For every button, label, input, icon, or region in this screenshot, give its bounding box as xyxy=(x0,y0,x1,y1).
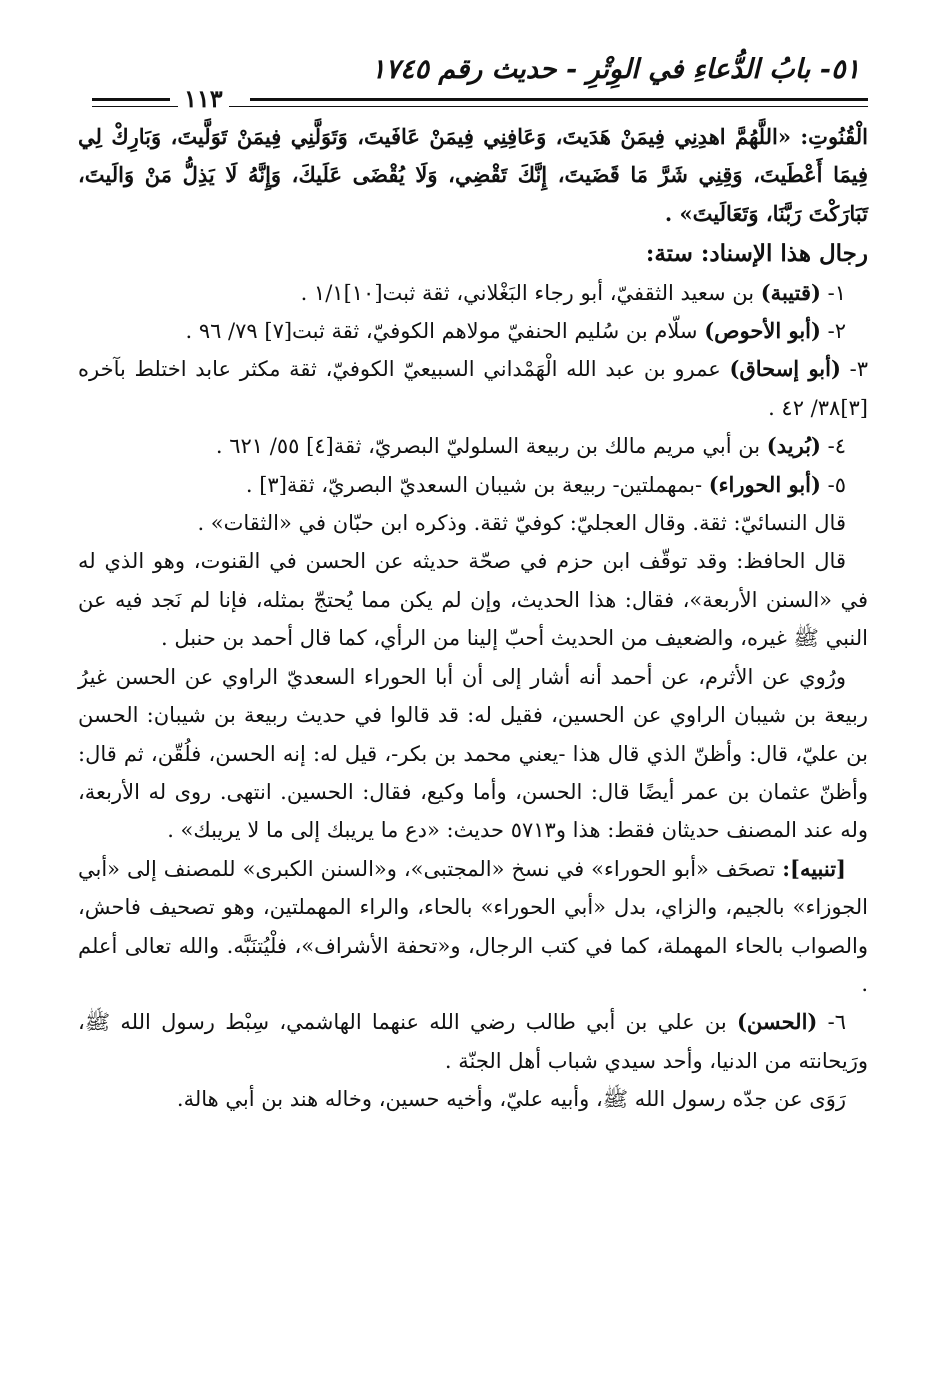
running-header xyxy=(78,40,868,118)
header-rule-left xyxy=(92,98,170,101)
narrator-text: بن سعيد الثقفيّ، أبو رجاء البَغْلاني، ثقة ثبت[١٠]١/١ . xyxy=(300,280,761,305)
page-number: ١١٣ xyxy=(178,84,229,113)
narrator-item xyxy=(78,466,868,504)
hasan-paragraph xyxy=(78,1003,868,1080)
narrator-number: ٣- xyxy=(840,357,868,382)
chapter-title: ٥١- بابُ الدُّعاءِ في الوِتْرِ - حديث رقم ١٧٤٥ xyxy=(370,54,860,85)
athram-paragraph: ورُوي عن الأثرم، عن أحمد أنه أشار إلى أن أبا الحوراء السعديّ الراوي عن الحسن غيرُ ربيعة بن شيبان الراوي عن الحسين، فقيل له: قد قالوا في حديث ربيعة بن شيبان: الحسن بن عليّ، قال: وأظنّ الذي قال هذا -يعني محمد بن بكر-، قيل له: إنه الحسن، فلُقّن، ثم قال: وأظنّ عثمان بن عمر أيضًا قال: الحسن، وأما وكيع، فقال: الحسين. انتهى. روى له الأربعة، وله عند المصنف حديثان فقط: هذا و٥٧١٣ حديث: «دع ما يريبك إلى ما لا يريبك» . xyxy=(78,664,868,843)
narrator-number: ٤- xyxy=(820,434,846,459)
qunut-paragraph xyxy=(78,118,868,233)
narrator-number: ١- xyxy=(820,280,846,305)
narrator-number: ٢- xyxy=(820,319,846,344)
narrator-number: ٦- xyxy=(817,1010,846,1035)
tanbih-paragraph xyxy=(78,850,868,1004)
narrator-number: ٥- xyxy=(820,472,846,497)
page-body xyxy=(78,118,868,1119)
qunut-text: «اللَّهُمَّ اهدِنِي فِيمَنْ هَدَيتَ، وَعَافِنِي فِيمَنْ عَافَيتَ، وَتَوَلَّنِي فِيمَنْ تَوَلَّيتَ، وَبَارِكْ لِي فِيمَا أَعْطَيتَ، وَقِنِي شَرَّ مَا قَضَيتَ، إِنَّكَ تَقْضِي، وَلَا يُقْضَى عَلَيكَ، وَإِنَّهُ لَا يَذِلُّ مَنْ وَالَيتَ، تَبَارَكْتَ رَبَّنَا، وَتَعَالَيتَ» . xyxy=(78,124,868,226)
rawa-paragraph: رَوَى عن جدّه رسول الله ﷺ، وأبيه عليّ، وأخيه حسين، وخاله هند بن أبي هالة. xyxy=(176,1087,846,1112)
nasai-paragraph: قال النسائيّ: ثقة. وقال العجليّ: كوفيّ ثقة. وذكره ابن حبّان في «الثقات» . xyxy=(197,511,846,536)
qunut-label: الْقُنُوتِ: xyxy=(800,124,868,149)
page xyxy=(78,40,868,1119)
narrator-name: (قتيبة) xyxy=(760,279,821,305)
narrator-item xyxy=(78,274,868,312)
narrator-text: بن أبي مريم مالك بن ربيعة السلوليّ البصريّ، ثقة[٤] ٥٥/ ٦٢١ . xyxy=(215,434,767,459)
tanbih-text: تصحَف «أبو الحوراء» في نسخ «المجتبى»، و«السنن الكبرى» للمصنف إلى «أبي الجوزاء» بالجيم، والزاي، بدل «أبي الحوراء» بالحاء، والراء المهملتين، وهو تصحيف فاحش، والصواب بالحاء المهملة، كما في كتب الرجال، و«تحفة الأشراف»، فلْيُتنَبَّه. والله تعالى أعلم . xyxy=(78,856,868,996)
narrator-name: (أبو الأحوص) xyxy=(704,318,821,344)
narrator-text: -بمهملتين- ربيعة بن شيبان السعديّ البصريّ، ثقة[٣] . xyxy=(245,472,709,497)
narrator-name: (أبو الحوراء) xyxy=(708,471,821,497)
narrator-item xyxy=(78,427,868,465)
narrator-name: (أبو إسحاق) xyxy=(729,356,841,382)
hasan-text: بن علي بن أبي طالب رضي الله عنهما الهاشمي، سِبْط رسول الله ﷺ، ورَيحانته من الدنيا، وأحد سيدي شباب أهل الجنّة . xyxy=(78,1010,868,1073)
narrator-item xyxy=(78,312,868,350)
narrator-name: (بُريد) xyxy=(766,433,821,459)
narrator-text: سلّام بن سُليم الحنفيّ مولاهم الكوفيّ، ثقة ثبت[٧] ٧٩/ ٩٦ . xyxy=(185,319,705,344)
hafiz-paragraph: قال الحافظ: وقد توقّف ابن حزم في صحّة حديثه عن الحسن في القنوت، وهو الذي له في «السنن الأربعة»، فقال: هذا الحديث، وإن لم يكن مما يُحتجّ بمثله، فإنا لم نَجد فيه عن النبي ﷺ غيره، والضعيف من الحديث أحبّ إلينا من الرأي، كما قال أحمد بن حنبل . xyxy=(78,549,868,651)
narrator-item xyxy=(78,350,868,427)
narrator-name: (الحسن) xyxy=(736,1009,818,1035)
header-rule xyxy=(250,98,868,101)
rijal-heading: رجال هذا الإسناد: ستة: xyxy=(645,240,868,268)
tanbih-label: [تنبيه]: xyxy=(782,855,846,881)
narrator-text: عمرو بن عبد الله الْهَمْداني السبيعيّ الكوفيّ، ثقة مكثر عابد اختلط بآخره [٣]٣٨/ ٤٢ . xyxy=(78,357,868,420)
